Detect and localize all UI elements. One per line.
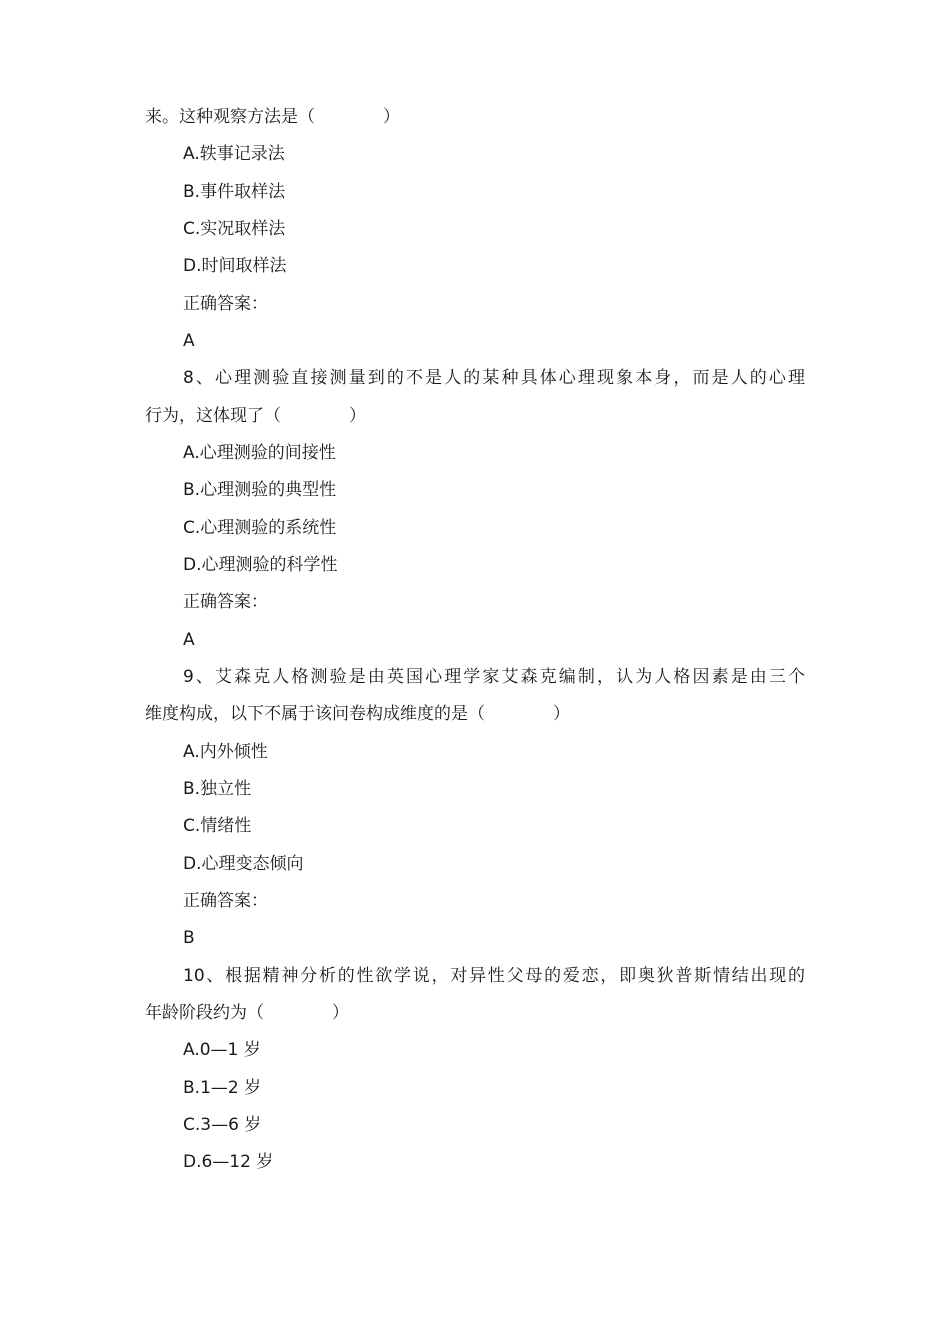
q7-option-d: D.时间取样法 — [183, 256, 287, 276]
q9-answer-label: 正确答案： — [183, 891, 268, 911]
q9-option-a: A.内外倾性 — [183, 742, 268, 762]
q8-stem-line2: 行为，这体现了（ ） — [145, 406, 366, 426]
q10-stem-line1: 10、根据精神分析的性欲学说，对异性父母的爱恋，即奥狄普斯情结出现的 — [183, 966, 805, 986]
q8-option-b: B.心理测验的典型性 — [183, 480, 337, 500]
q8-option-d: D.心理测验的科学性 — [183, 555, 338, 575]
q8-option-c: C.心理测验的系统性 — [183, 518, 337, 538]
q10-option-d: D.6—12 岁 — [183, 1152, 274, 1172]
q9-stem-line1: 9、艾森克人格测验是由英国心理学家艾森克编制，认为人格因素是由三个 — [183, 667, 805, 687]
q10-option-c: C.3—6 岁 — [183, 1115, 262, 1135]
q7-answer-label: 正确答案： — [183, 294, 268, 314]
q7-option-c: C.实况取样法 — [183, 219, 286, 239]
q8-answer-label: 正确答案： — [183, 592, 268, 612]
q9-option-d: D.心理变态倾向 — [183, 854, 304, 874]
q10-stem-line2: 年龄阶段约为（ ） — [145, 1003, 349, 1023]
q9-option-c: C.情绪性 — [183, 816, 252, 836]
q8-answer: A — [183, 630, 195, 650]
q9-stem-line2: 维度构成，以下不属于该问卷构成维度的是（ ） — [145, 704, 570, 724]
q7-stem-continuation: 来。这种观察方法是（ ） — [145, 107, 400, 127]
q7-option-b: B.事件取样法 — [183, 182, 286, 202]
q9-option-b: B.独立性 — [183, 779, 252, 799]
q9-answer: B — [183, 928, 195, 948]
q10-option-b: B.1—2 岁 — [183, 1078, 262, 1098]
q7-option-a: A.轶事记录法 — [183, 144, 285, 164]
q7-answer: A — [183, 331, 195, 351]
q8-option-a: A.心理测验的间接性 — [183, 443, 336, 463]
q10-option-a: A.0—1 岁 — [183, 1040, 261, 1060]
q8-stem-line1: 8、心理测验直接测量到的不是人的某种具体心理现象本身，而是人的心理 — [183, 368, 805, 388]
